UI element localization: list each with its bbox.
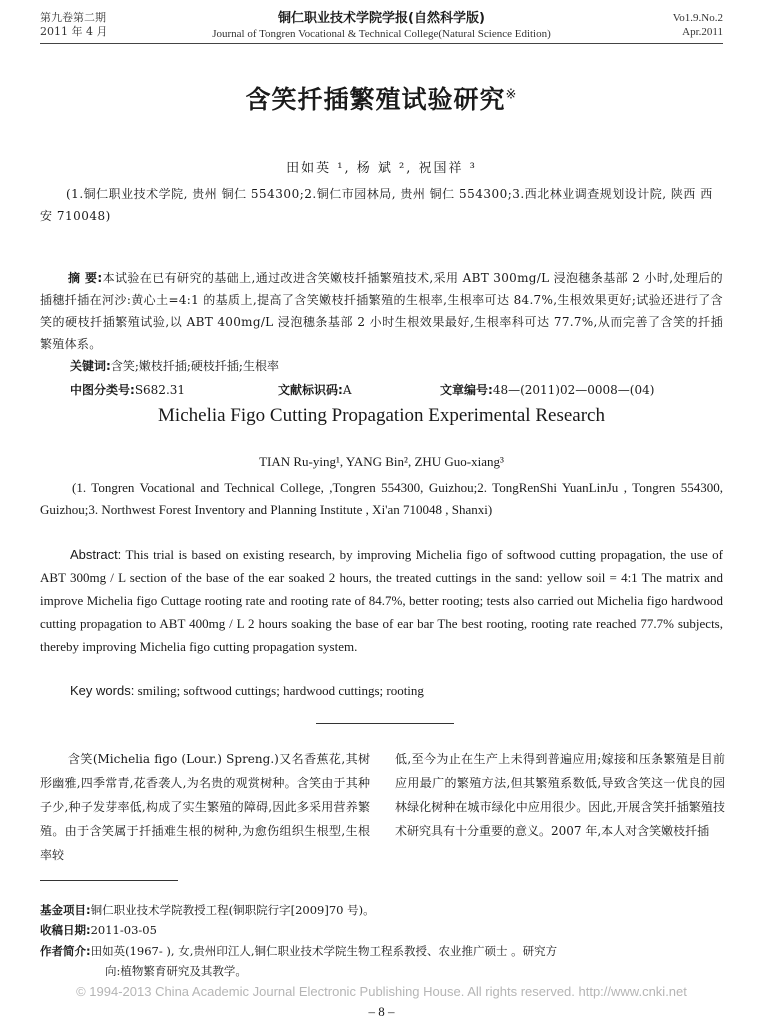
title-text: 含笑扦插繁殖试验研究 <box>245 85 506 114</box>
clc-code: 中图分类号:S682.31 <box>70 383 186 397</box>
article-title-cn <box>0 80 763 116</box>
abstract-cn-text: 本试验在已有研究的基础上,通过改进含笑嫩枝扦插繁殖技术,采用 ABT 300mg/L 浸泡穗条基部 2 小时,处理后的插穗扦插在河沙:黄心土=4:1 的基质上,提高了含笑嫩枝扦插繁殖的生根率,生根率可达 84.7%,生根效果更好;试验还进行了含笑的硬枝扦插繁殖试验,以 ABT 400mg/L 浸泡穗条基部 2 小时生根效果最好,生根率科可达 77.7%,从而完善了含笑的扦插繁殖体系。 <box>40 271 723 351</box>
abstract-cn-label: 摘 要: <box>68 271 103 285</box>
title-footnote-mark: ※ <box>505 87 518 103</box>
body-left-column: 含笑(Michelia figo (Lour.) Spreng.)又名香蕉花,其树形幽雅,四季常青,花香袭人,为名贵的观赏树种。含笑由于其种子少,种子发芽率低,构成了实生繁殖的障碍,因此多采用营养繁殖。由于含笑属于扦插难生根的树种,为愈伤组织生根型,生根率较 <box>40 752 370 862</box>
date-en: Apr.2011 <box>682 26 723 38</box>
copyright-watermark: © 1994-2013 China Academic Journal Electronic Publishing House. All rights reserved. http://www.cnki.net <box>76 984 687 999</box>
footnote-author-bio: 作者简介:田如英(1967- ), 女,贵州印江人,铜仁职业技术学院生物工程系教授、农业推广硕士 。研究方 向:植物繁育研究及其教学。 <box>40 944 558 978</box>
volume-cn: 第九卷第二期 <box>40 11 106 24</box>
footnote-rule <box>40 880 178 881</box>
header-center <box>170 10 593 41</box>
date-cn: 2011 年 4 月 <box>40 25 108 38</box>
section-divider <box>316 723 454 724</box>
authors-cn: 田如英 ¹, 杨 斌 ², 祝国祥 ³ <box>286 161 477 176</box>
abstract-cn <box>40 267 723 355</box>
header-right <box>673 11 723 39</box>
footnote-received-date: 收稿日期:2011-03-05 <box>40 923 157 937</box>
keywords-en-label: Key words: <box>70 683 135 698</box>
header-rule <box>40 43 723 44</box>
keywords-en <box>70 683 424 699</box>
keywords-en-text: smiling; softwood cuttings; hardwood cuttings; rooting <box>137 683 424 698</box>
page-number: – 8 – <box>368 1004 395 1019</box>
document-code: 文献标识码:A <box>278 383 352 397</box>
keywords-cn-label: 关键词: <box>70 359 111 373</box>
journal-title-en: Journal of Tongren Vocational & Technical College(Natural Science Edition) <box>212 28 551 40</box>
affiliations-cn: (1.铜仁职业技术学院, 贵州 铜仁 554300;2.铜仁市园林局, 贵州 铜仁 554300;3.西北林业调查规划设计院, 陕西 西安 710048) <box>40 187 713 223</box>
body-right-column: 低,至今为止在生产上未得到普遍应用;嫁接和压条繁殖是目前应用最广的繁殖方法,但其繁殖系数低,导致含笑这一优良的园林绿化树种在城市绿化中应用很少。因此,开展含笑扦插繁殖技术研究具有十分重要的意义。2007 年,本人对含笑嫩枝扦插 <box>395 752 725 838</box>
article-number: 文章编号:48—(2011)02—0008—(04) <box>440 383 655 397</box>
journal-title-cn: 铜仁职业技术学院学报(自然科学版) <box>278 11 485 26</box>
abstract-en-text: This trial is based on existing research, by improving Michelia figo of softwood cutting propagation, the use of ABT 300mg / L section of the base of the ear soaked 2 hours, the treated cuttings in the sand: yellow soil = 4:1 The matrix and improve Michelia figo Cuttage rooting rate and rooting rate of 84.7%, better rooting; tests also carried out Michelia figo hardwood cutting propagation to ABT 400mg / L 2 hours soaking the base of ear bar The best rooting, rooting rate reached 77.7% subjects, thereby improving Michelia figo cutting propagation system. <box>40 547 724 654</box>
abstract-en-label: Abstract: <box>70 547 122 562</box>
header-left <box>40 11 107 39</box>
keywords-cn-text: 含笑;嫩枝扦插;硬枝扦插;生根率 <box>110 359 279 373</box>
footnote-fund: 基金项目:铜仁职业技术学院教授工程(铜职院行字[2009]70 号)。 <box>40 903 375 917</box>
keywords-cn <box>70 357 279 374</box>
affiliations-en: (1. Tongren Vocational and Technical College, ,Tongren 554300, Guizhou;2. TongRenShi YuanLinJu , Tongren 554300, Guizhou;3. Northwest Forest Inventory and Planning Institute , Xi'an 710048 , Shanxi) <box>40 480 723 517</box>
authors-en: TIAN Ru-ying¹, YANG Bin², ZHU Guo-xiang³ <box>259 454 504 469</box>
volume-en: Vo1.9.No.2 <box>672 12 723 24</box>
article-title-en: Michelia Figo Cutting Propagation Experimental Research <box>158 405 605 426</box>
abstract-en <box>40 543 723 658</box>
